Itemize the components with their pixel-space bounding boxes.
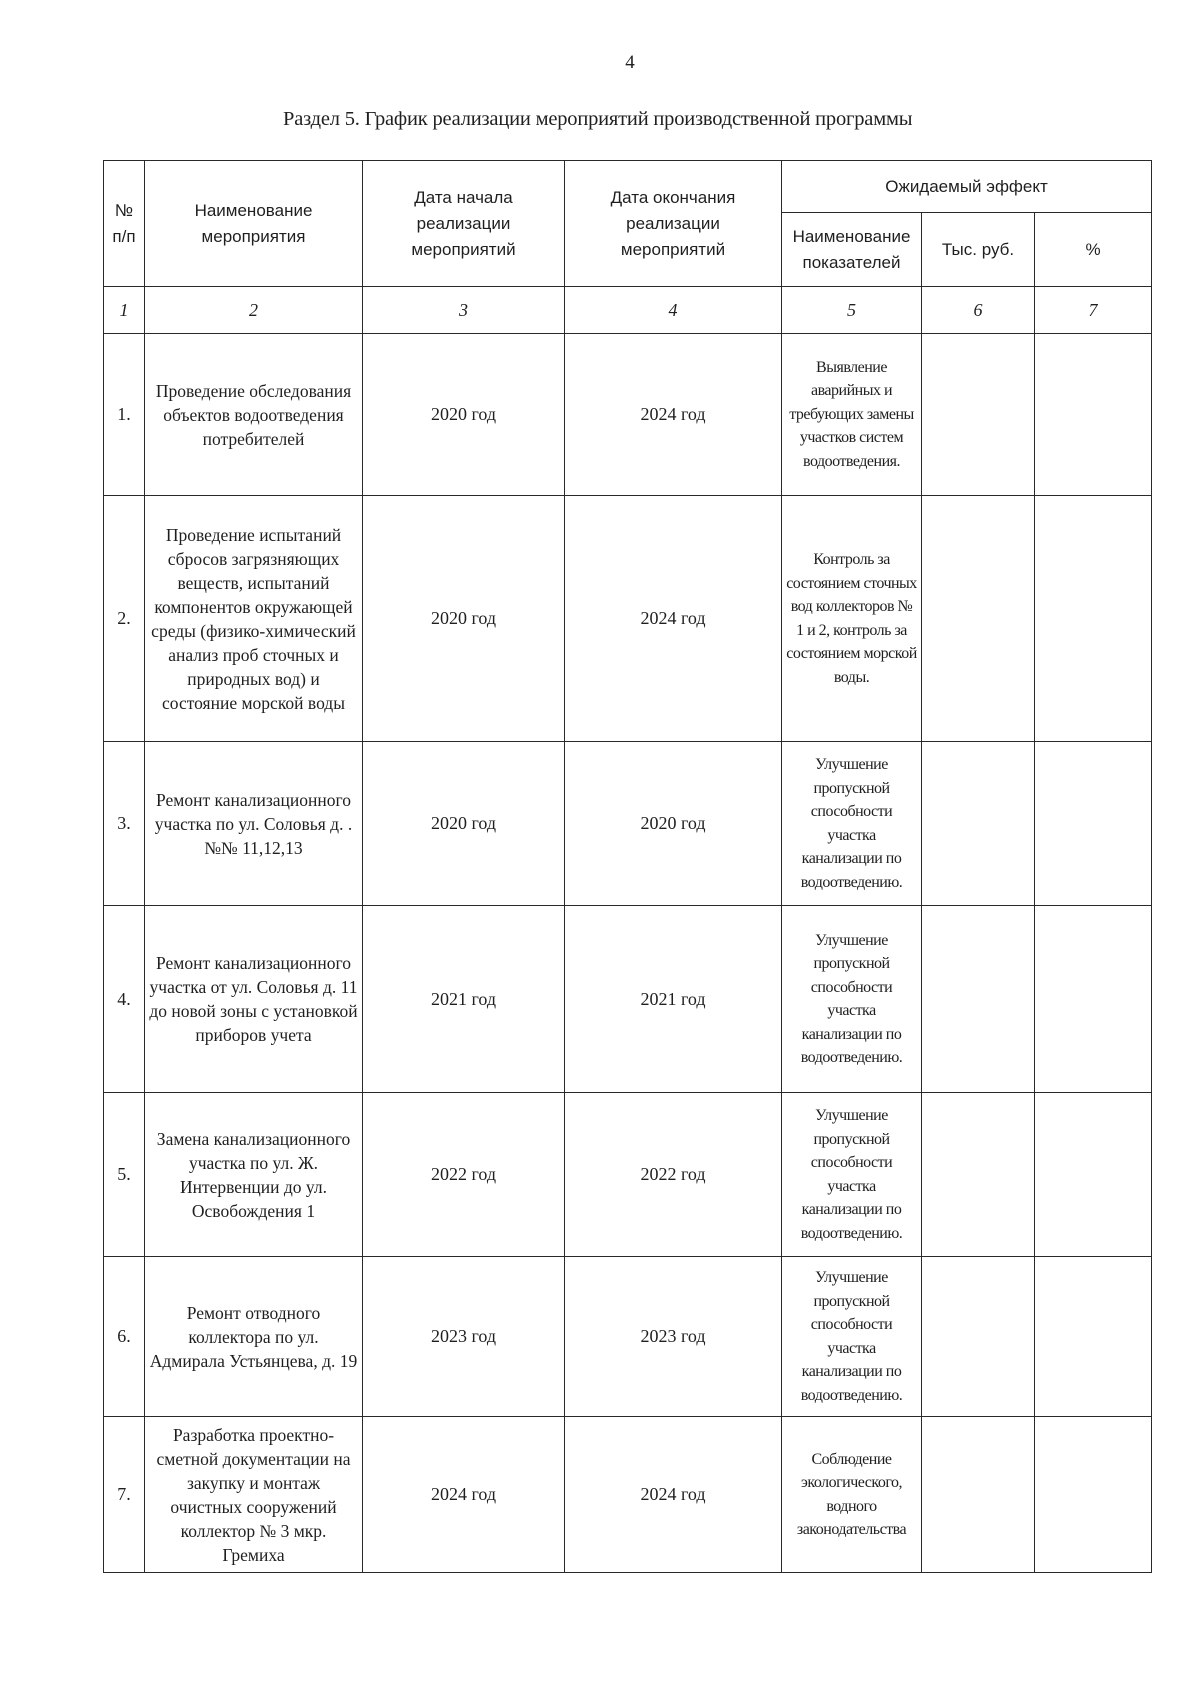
effect-thousand-rub — [922, 496, 1035, 742]
header-percent: % — [1035, 213, 1152, 287]
activity-name: Ремонт отводного коллектора по ул. Адмирала Устьянцева, д. 19 — [145, 1257, 363, 1417]
effect-thousand-rub — [922, 334, 1035, 496]
header-name: Наименование мероприятия — [145, 161, 363, 287]
effect-indicator: Соблюдение экологического, водного законодательства — [782, 1417, 922, 1573]
row-number: 6. — [104, 1257, 145, 1417]
header-start-date: Дата начала реализации мероприятий — [363, 161, 565, 287]
activity-name: Ремонт канализационного участка по ул. Соловья д. .№№ 11,12,13 — [145, 742, 363, 906]
table-row — [104, 1417, 1152, 1573]
effect-percent — [1035, 334, 1152, 496]
row-number: 7. — [104, 1417, 145, 1573]
table-row — [104, 1093, 1152, 1257]
activity-name: Ремонт канализационного участка от ул. Соловья д. 11 до новой зоны с установкой приборов учета — [145, 906, 363, 1093]
header-effect-name: Наименование показателей — [782, 213, 922, 287]
end-date: 2024 год — [565, 496, 782, 742]
effect-percent — [1035, 742, 1152, 906]
table-header — [104, 161, 1152, 287]
column-number: 4 — [565, 287, 782, 334]
activity-name: Проведение обследования объектов водоотведения потребителей — [145, 334, 363, 496]
header-thousand-rub: Тыс. руб. — [922, 213, 1035, 287]
effect-indicator: Улучшение пропускной способности участка канализации по водоотведению. — [782, 742, 922, 906]
column-number: 7 — [1035, 287, 1152, 334]
effect-thousand-rub — [922, 1417, 1035, 1573]
effect-thousand-rub — [922, 906, 1035, 1093]
row-number: 2. — [104, 496, 145, 742]
start-date: 2020 год — [363, 496, 565, 742]
column-number: 6 — [922, 287, 1035, 334]
column-number: 2 — [145, 287, 363, 334]
activity-name: Разработка проектно-сметной документации на закупку и монтаж очистных сооружений коллектор № 3 мкр. Гремиха — [145, 1417, 363, 1573]
header-end-date: Дата окончания реализации мероприятий — [565, 161, 782, 287]
effect-indicator: Улучшение пропускной способности участка канализации по водоотведению. — [782, 906, 922, 1093]
table-row — [104, 742, 1152, 906]
effect-indicator: Контроль за состоянием сточных вод коллекторов № 1 и 2, контроль за состоянием морской воды. — [782, 496, 922, 742]
table-row — [104, 1257, 1152, 1417]
end-date: 2021 год — [565, 906, 782, 1093]
table-row — [104, 334, 1152, 496]
row-number: 1. — [104, 334, 145, 496]
start-date: 2020 год — [363, 334, 565, 496]
column-number: 1 — [104, 287, 145, 334]
effect-thousand-rub — [922, 1257, 1035, 1417]
start-date: 2024 год — [363, 1417, 565, 1573]
effect-percent — [1035, 1417, 1152, 1573]
effect-thousand-rub — [922, 742, 1035, 906]
schedule-table — [103, 160, 1152, 1573]
row-number: 3. — [104, 742, 145, 906]
column-number: 3 — [363, 287, 565, 334]
effect-percent — [1035, 496, 1152, 742]
effect-indicator: Выявление аварийных и требующих замены участков систем водоотведения. — [782, 334, 922, 496]
effect-percent — [1035, 1257, 1152, 1417]
start-date: 2021 год — [363, 906, 565, 1093]
start-date: 2022 год — [363, 1093, 565, 1257]
row-number: 4. — [104, 906, 145, 1093]
end-date: 2022 год — [565, 1093, 782, 1257]
effect-thousand-rub — [922, 1093, 1035, 1257]
start-date: 2020 год — [363, 742, 565, 906]
activity-name: Проведение испытаний сбросов загрязняющих веществ, испытаний компонентов окружающей среды (физико-химический анализ проб сточных и природных вод) и состояние морской воды — [145, 496, 363, 742]
end-date: 2024 год — [565, 1417, 782, 1573]
column-numbers-row — [104, 287, 1152, 334]
table-row — [104, 906, 1152, 1093]
effect-indicator: Улучшение пропускной способности участка канализации по водоотведению. — [782, 1093, 922, 1257]
effect-percent — [1035, 906, 1152, 1093]
table-row — [104, 496, 1152, 742]
end-date: 2024 год — [565, 334, 782, 496]
end-date: 2023 год — [565, 1257, 782, 1417]
row-number: 5. — [104, 1093, 145, 1257]
header-num: № п/п — [104, 161, 145, 287]
activity-name: Замена канализационного участка по ул. Ж. Интервенции до ул. Освобождения 1 — [145, 1093, 363, 1257]
effect-percent — [1035, 1093, 1152, 1257]
effect-indicator: Улучшение пропускной способности участка канализации по водоотведению. — [782, 1257, 922, 1417]
page-number: 4 — [625, 52, 635, 73]
section-title: Раздел 5. График реализации мероприятий производственной программы — [283, 108, 913, 130]
start-date: 2023 год — [363, 1257, 565, 1417]
column-number: 5 — [782, 287, 922, 334]
header-expected-effect: Ожидаемый эффект — [782, 161, 1152, 213]
end-date: 2020 год — [565, 742, 782, 906]
